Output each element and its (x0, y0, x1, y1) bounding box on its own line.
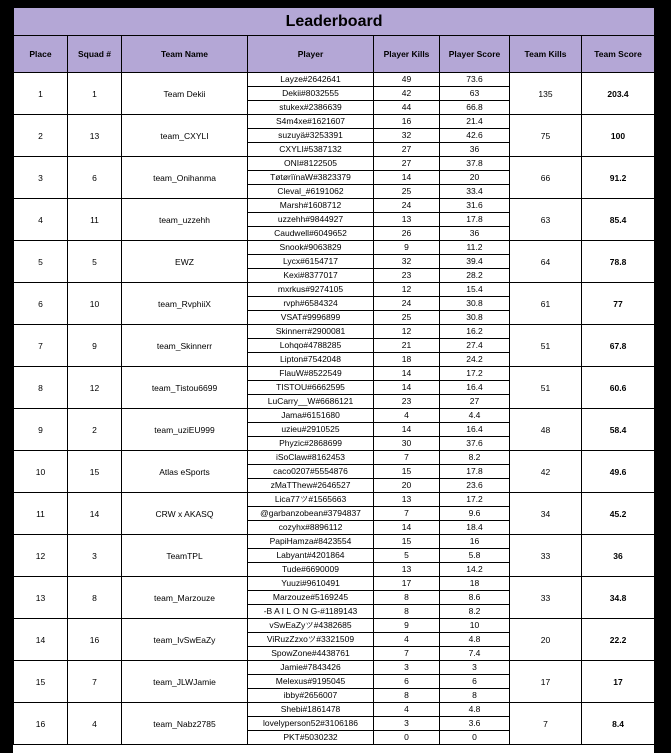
team-name-cell: team_Marzouze (122, 577, 248, 619)
squad-cell: 14 (68, 493, 122, 535)
header-player: Player (248, 36, 374, 73)
player-score-cell: 5.8 (440, 549, 510, 563)
team-row (14, 535, 655, 549)
place-cell: 14 (14, 619, 68, 661)
team-score-cell: 203.4 (582, 73, 655, 115)
header-player-kills: Player Kills (374, 36, 440, 73)
player-name-cell: vSwEaZyツ#4382685 (248, 619, 374, 633)
player-name-cell: Phyzic#2868699 (248, 437, 374, 451)
player-kills-cell: 4 (374, 409, 440, 423)
team-kills-cell: 75 (510, 115, 582, 157)
player-name-cell: suzuyä#3253391 (248, 129, 374, 143)
team-kills-cell: 42 (510, 451, 582, 493)
leaderboard-table (13, 7, 655, 745)
team-score-cell: 85.4 (582, 199, 655, 241)
team-name-cell: CRW x AKASQ (122, 493, 248, 535)
player-kills-cell: 14 (374, 367, 440, 381)
place-cell: 1 (14, 73, 68, 115)
player-kills-cell: 27 (374, 143, 440, 157)
place-cell: 5 (14, 241, 68, 283)
player-score-cell: 16.4 (440, 381, 510, 395)
player-name-cell: PKT#5030232 (248, 731, 374, 745)
team-kills-cell: 34 (510, 493, 582, 535)
player-name-cell: TøtørïïnaW#3823379 (248, 171, 374, 185)
player-name-cell: cozyhx#8896112 (248, 521, 374, 535)
player-kills-cell: 14 (374, 381, 440, 395)
header-team-score: Team Score (582, 36, 655, 73)
team-row (14, 283, 655, 297)
player-score-cell: 39.4 (440, 255, 510, 269)
team-kills-cell: 7 (510, 703, 582, 745)
player-score-cell: 16.4 (440, 423, 510, 437)
team-kills-cell: 33 (510, 577, 582, 619)
player-score-cell: 8.6 (440, 591, 510, 605)
player-kills-cell: 24 (374, 199, 440, 213)
player-score-cell: 31.6 (440, 199, 510, 213)
player-kills-cell: 18 (374, 353, 440, 367)
place-cell: 4 (14, 199, 68, 241)
player-score-cell: 16 (440, 535, 510, 549)
player-score-cell: 66.8 (440, 101, 510, 115)
player-name-cell: Jama#6151680 (248, 409, 374, 423)
player-kills-cell: 8 (374, 605, 440, 619)
player-kills-cell: 15 (374, 535, 440, 549)
player-kills-cell: 5 (374, 549, 440, 563)
player-kills-cell: 21 (374, 339, 440, 353)
team-score-cell: 67.8 (582, 325, 655, 367)
player-score-cell: 17.2 (440, 367, 510, 381)
player-kills-cell: 6 (374, 675, 440, 689)
player-score-cell: 8 (440, 689, 510, 703)
team-score-cell: 60.6 (582, 367, 655, 409)
player-name-cell: ibby#2656007 (248, 689, 374, 703)
squad-cell: 13 (68, 115, 122, 157)
squad-cell: 5 (68, 241, 122, 283)
player-name-cell: lovelyperson52#3106186 (248, 717, 374, 731)
header-player-score: Player Score (440, 36, 510, 73)
player-score-cell: 27.4 (440, 339, 510, 353)
player-name-cell: LuCarry__W#6686121 (248, 395, 374, 409)
player-name-cell: Caudwell#6049652 (248, 227, 374, 241)
squad-cell: 2 (68, 409, 122, 451)
team-kills-cell: 61 (510, 283, 582, 325)
player-score-cell: 4.4 (440, 409, 510, 423)
player-kills-cell: 4 (374, 703, 440, 717)
team-score-cell: 78.8 (582, 241, 655, 283)
player-kills-cell: 13 (374, 493, 440, 507)
player-score-cell: 3.6 (440, 717, 510, 731)
player-kills-cell: 12 (374, 283, 440, 297)
player-score-cell: 24.2 (440, 353, 510, 367)
team-kills-cell: 64 (510, 241, 582, 283)
team-row (14, 115, 655, 129)
player-name-cell: ONI#8122505 (248, 157, 374, 171)
player-name-cell: Lycx#6154717 (248, 255, 374, 269)
team-row (14, 325, 655, 339)
player-kills-cell: 13 (374, 563, 440, 577)
squad-cell: 3 (68, 535, 122, 577)
team-kills-cell: 20 (510, 619, 582, 661)
leaderboard-body (14, 73, 655, 745)
team-kills-cell: 63 (510, 199, 582, 241)
player-name-cell: Kexi#8377017 (248, 269, 374, 283)
team-row (14, 73, 655, 87)
player-name-cell: Marsh#1608712 (248, 199, 374, 213)
header-team-kills: Team Kills (510, 36, 582, 73)
header-squad: Squad # (68, 36, 122, 73)
team-row (14, 451, 655, 465)
player-score-cell: 8.2 (440, 451, 510, 465)
player-name-cell: Layze#2642641 (248, 73, 374, 87)
team-row (14, 703, 655, 717)
player-score-cell: 63 (440, 87, 510, 101)
player-name-cell: FlauW#8522549 (248, 367, 374, 381)
player-name-cell: Lica77ツ#1565663 (248, 493, 374, 507)
place-cell: 3 (14, 157, 68, 199)
player-score-cell: 28.2 (440, 269, 510, 283)
team-name-cell: team_CXYLI (122, 115, 248, 157)
team-row (14, 241, 655, 255)
player-name-cell: caco0207#5554876 (248, 465, 374, 479)
player-name-cell: VSAT#9996899 (248, 311, 374, 325)
squad-cell: 16 (68, 619, 122, 661)
squad-cell: 10 (68, 283, 122, 325)
player-score-cell: 20 (440, 171, 510, 185)
player-score-cell: 6 (440, 675, 510, 689)
team-row (14, 577, 655, 591)
player-score-cell: 15.4 (440, 283, 510, 297)
player-score-cell: 16.2 (440, 325, 510, 339)
player-kills-cell: 12 (374, 325, 440, 339)
team-row (14, 493, 655, 507)
player-score-cell: 11.2 (440, 241, 510, 255)
place-cell: 11 (14, 493, 68, 535)
team-name-cell: team_Tistou6699 (122, 367, 248, 409)
player-kills-cell: 25 (374, 185, 440, 199)
player-name-cell: Marzouze#5169245 (248, 591, 374, 605)
team-row (14, 157, 655, 171)
player-kills-cell: 8 (374, 689, 440, 703)
team-kills-cell: 51 (510, 325, 582, 367)
player-score-cell: 36 (440, 143, 510, 157)
player-name-cell: TISTOU#6662595 (248, 381, 374, 395)
team-kills-cell: 33 (510, 535, 582, 577)
leaderboard-title: Leaderboard (14, 8, 655, 36)
squad-cell: 12 (68, 367, 122, 409)
player-name-cell: SpowZone#4438761 (248, 647, 374, 661)
player-name-cell: zMaTThew#2646527 (248, 479, 374, 493)
player-score-cell: 9.6 (440, 507, 510, 521)
place-cell: 12 (14, 535, 68, 577)
team-name-cell: team_Onihanma (122, 157, 248, 199)
player-score-cell: 14.2 (440, 563, 510, 577)
player-kills-cell: 24 (374, 297, 440, 311)
place-cell: 8 (14, 367, 68, 409)
team-name-cell: team_uzzehh (122, 199, 248, 241)
player-kills-cell: 32 (374, 255, 440, 269)
player-kills-cell: 42 (374, 87, 440, 101)
team-score-cell: 77 (582, 283, 655, 325)
team-row (14, 367, 655, 381)
player-kills-cell: 17 (374, 577, 440, 591)
player-name-cell: Cleval_#6191062 (248, 185, 374, 199)
player-score-cell: 37.6 (440, 437, 510, 451)
team-score-cell: 22.2 (582, 619, 655, 661)
team-name-cell: team_IvSwEaZy (122, 619, 248, 661)
player-kills-cell: 7 (374, 647, 440, 661)
team-score-cell: 49.6 (582, 451, 655, 493)
player-score-cell: 8.2 (440, 605, 510, 619)
player-score-cell: 30.8 (440, 311, 510, 325)
player-name-cell: uzzehh#9844927 (248, 213, 374, 227)
player-score-cell: 17.8 (440, 465, 510, 479)
squad-cell: 15 (68, 451, 122, 493)
player-name-cell: uzieu#2910525 (248, 423, 374, 437)
team-row (14, 199, 655, 213)
squad-cell: 7 (68, 661, 122, 703)
place-cell: 10 (14, 451, 68, 493)
player-name-cell: Jamie#7843426 (248, 661, 374, 675)
team-score-cell: 45.2 (582, 493, 655, 535)
team-row (14, 619, 655, 633)
player-name-cell: Dekii#8032555 (248, 87, 374, 101)
player-kills-cell: 30 (374, 437, 440, 451)
player-score-cell: 17.2 (440, 493, 510, 507)
player-name-cell: -B A I L O N G-#1189143 (248, 605, 374, 619)
player-score-cell: 0 (440, 731, 510, 745)
player-kills-cell: 49 (374, 73, 440, 87)
player-name-cell: S4m4xe#1621607 (248, 115, 374, 129)
player-kills-cell: 7 (374, 507, 440, 521)
place-cell: 9 (14, 409, 68, 451)
player-name-cell: Snook#9063829 (248, 241, 374, 255)
player-name-cell: Lipton#7542048 (248, 353, 374, 367)
player-name-cell: CXYLI#5387132 (248, 143, 374, 157)
player-name-cell: @garbanzobean#3794837 (248, 507, 374, 521)
player-kills-cell: 27 (374, 157, 440, 171)
team-score-cell: 17 (582, 661, 655, 703)
place-cell: 15 (14, 661, 68, 703)
team-kills-cell: 48 (510, 409, 582, 451)
player-name-cell: ViRuzZzxoツ#3321509 (248, 633, 374, 647)
player-kills-cell: 14 (374, 521, 440, 535)
team-score-cell: 34.8 (582, 577, 655, 619)
player-score-cell: 4.8 (440, 703, 510, 717)
header-place: Place (14, 36, 68, 73)
team-score-cell: 8.4 (582, 703, 655, 745)
squad-cell: 9 (68, 325, 122, 367)
player-kills-cell: 13 (374, 213, 440, 227)
player-score-cell: 18 (440, 577, 510, 591)
player-kills-cell: 0 (374, 731, 440, 745)
player-kills-cell: 32 (374, 129, 440, 143)
team-row (14, 409, 655, 423)
player-score-cell: 30.8 (440, 297, 510, 311)
team-name-cell: EWZ (122, 241, 248, 283)
team-name-cell: team_uziEU999 (122, 409, 248, 451)
team-kills-cell: 66 (510, 157, 582, 199)
place-cell: 2 (14, 115, 68, 157)
player-name-cell: stukex#2386639 (248, 101, 374, 115)
team-name-cell: team_Nabz2785 (122, 703, 248, 745)
player-score-cell: 37.8 (440, 157, 510, 171)
player-kills-cell: 14 (374, 423, 440, 437)
player-score-cell: 42.6 (440, 129, 510, 143)
player-kills-cell: 23 (374, 395, 440, 409)
place-cell: 7 (14, 325, 68, 367)
player-name-cell: iSoClaw#8162453 (248, 451, 374, 465)
squad-cell: 1 (68, 73, 122, 115)
player-score-cell: 33.4 (440, 185, 510, 199)
player-kills-cell: 25 (374, 311, 440, 325)
player-name-cell: mxrkus#9274105 (248, 283, 374, 297)
player-score-cell: 27 (440, 395, 510, 409)
squad-cell: 4 (68, 703, 122, 745)
player-score-cell: 36 (440, 227, 510, 241)
leaderboard-sheet (13, 7, 654, 753)
team-name-cell: Team Dekii (122, 73, 248, 115)
header-row (14, 36, 655, 73)
place-cell: 16 (14, 703, 68, 745)
team-kills-cell: 135 (510, 73, 582, 115)
player-score-cell: 23.6 (440, 479, 510, 493)
player-kills-cell: 8 (374, 591, 440, 605)
squad-cell: 11 (68, 199, 122, 241)
player-name-cell: Yuuzi#9610491 (248, 577, 374, 591)
player-score-cell: 4.8 (440, 633, 510, 647)
header-team-name: Team Name (122, 36, 248, 73)
player-name-cell: Labyant#4201864 (248, 549, 374, 563)
team-name-cell: Atlas eSports (122, 451, 248, 493)
player-name-cell: Tude#6690009 (248, 563, 374, 577)
team-name-cell: team_JLWJamie (122, 661, 248, 703)
player-score-cell: 7.4 (440, 647, 510, 661)
player-score-cell: 18.4 (440, 521, 510, 535)
player-name-cell: rvph#6584324 (248, 297, 374, 311)
team-kills-cell: 17 (510, 661, 582, 703)
team-kills-cell: 51 (510, 367, 582, 409)
player-name-cell: Skinnerr#2900081 (248, 325, 374, 339)
player-kills-cell: 15 (374, 465, 440, 479)
team-name-cell: team_RvphiiX (122, 283, 248, 325)
team-row (14, 661, 655, 675)
player-score-cell: 73.6 (440, 73, 510, 87)
player-name-cell: Lohqo#4788285 (248, 339, 374, 353)
player-kills-cell: 7 (374, 451, 440, 465)
squad-cell: 8 (68, 577, 122, 619)
team-name-cell: team_Skinnerr (122, 325, 248, 367)
player-name-cell: PapiHamza#8423554 (248, 535, 374, 549)
team-score-cell: 36 (582, 535, 655, 577)
player-kills-cell: 20 (374, 479, 440, 493)
player-kills-cell: 9 (374, 241, 440, 255)
player-kills-cell: 16 (374, 115, 440, 129)
place-cell: 6 (14, 283, 68, 325)
player-kills-cell: 44 (374, 101, 440, 115)
player-kills-cell: 9 (374, 619, 440, 633)
player-score-cell: 10 (440, 619, 510, 633)
squad-cell: 6 (68, 157, 122, 199)
place-cell: 13 (14, 577, 68, 619)
team-score-cell: 100 (582, 115, 655, 157)
player-name-cell: Melexus#9195045 (248, 675, 374, 689)
team-score-cell: 58.4 (582, 409, 655, 451)
player-kills-cell: 14 (374, 171, 440, 185)
player-score-cell: 17.8 (440, 213, 510, 227)
player-name-cell: Shebi#1861478 (248, 703, 374, 717)
team-score-cell: 91.2 (582, 157, 655, 199)
team-name-cell: TeamTPL (122, 535, 248, 577)
player-kills-cell: 3 (374, 717, 440, 731)
player-kills-cell: 4 (374, 633, 440, 647)
player-kills-cell: 23 (374, 269, 440, 283)
player-score-cell: 3 (440, 661, 510, 675)
player-score-cell: 21.4 (440, 115, 510, 129)
player-kills-cell: 26 (374, 227, 440, 241)
player-kills-cell: 3 (374, 661, 440, 675)
